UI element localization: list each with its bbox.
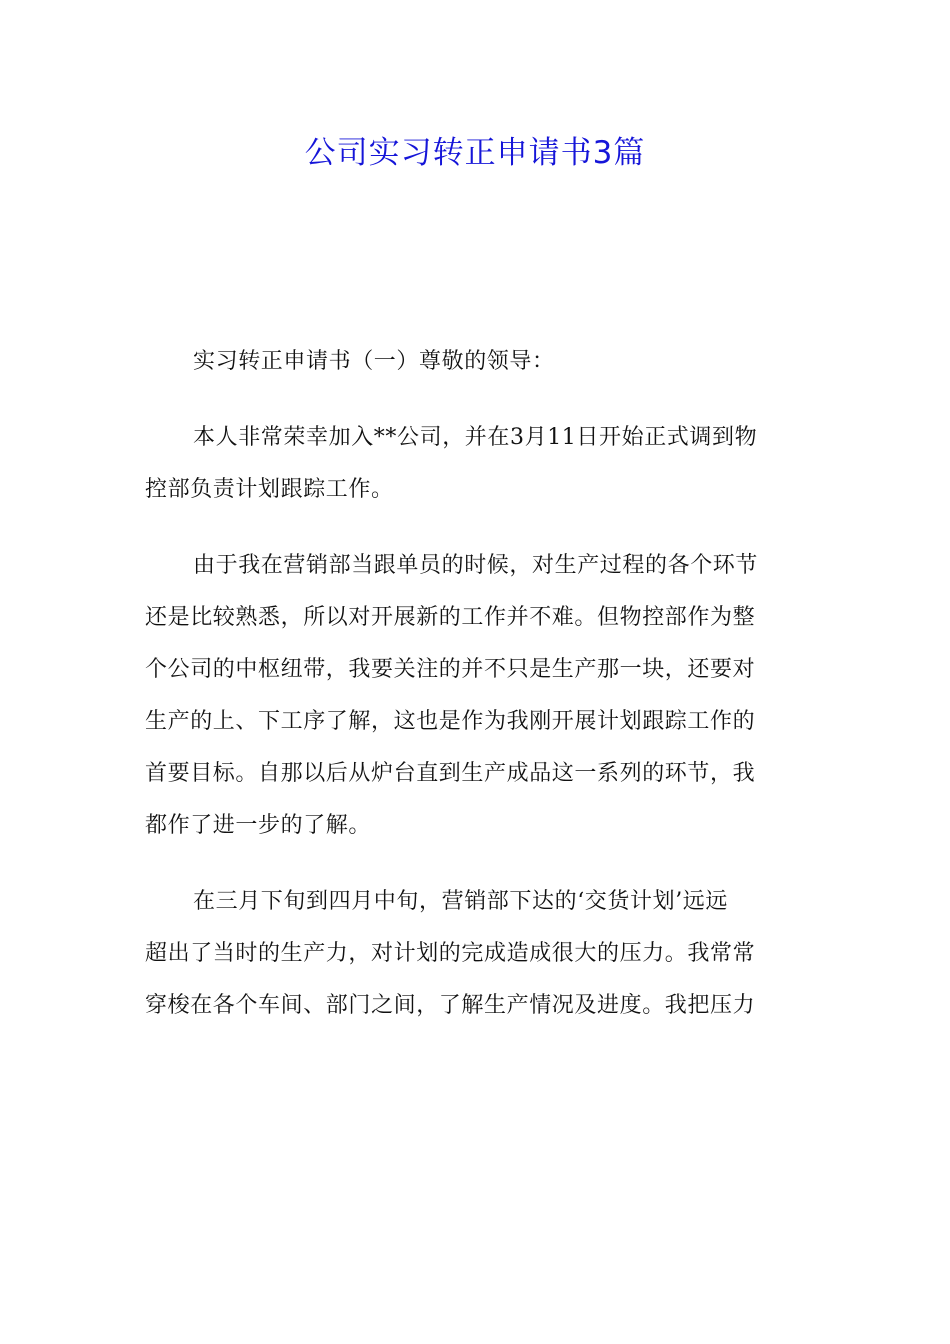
text-line: 个公司的中枢纽带，我要关注的并不只是生产那一块，还要对 — [145, 657, 756, 682]
text-line: 控部负责计划跟踪工作。 — [145, 477, 394, 502]
text-line: 生产的上、下工序了解，这也是作为我刚开展计划跟踪工作的 — [145, 709, 756, 734]
text-line: 都作了进一步的了解。 — [145, 813, 372, 838]
text-line: 实习转正申请书（一）尊敬的领导： — [193, 349, 555, 374]
text-line: 由于我在营销部当跟单员的时候，对生产过程的各个环节 — [193, 553, 759, 578]
paragraph — [145, 336, 807, 388]
paragraph — [145, 876, 807, 1032]
paragraph — [145, 412, 807, 516]
paragraph — [145, 540, 807, 852]
text-line: 超出了当时的生产力，对计划的完成造成很大的压力。我常常 — [145, 941, 756, 966]
document-body — [145, 336, 807, 1056]
document-title: 公司实习转正申请书3篇 — [304, 135, 646, 171]
text-line: 本人非常荣幸加入**公司，并在3月11日开始正式调到物 — [193, 425, 758, 450]
text-line: 还是比较熟悉，所以对开展新的工作并不难。但物控部作为整 — [145, 605, 756, 630]
text-line: 首要目标。自那以后从炉台直到生产成品这一系列的环节，我 — [145, 761, 756, 786]
text-line: 在三月下旬到四月中旬，营销部下达的‘交货计划’远远 — [193, 889, 728, 914]
text-line: 穿梭在各个车间、部门之间，了解生产情况及进度。我把压力 — [145, 993, 756, 1018]
